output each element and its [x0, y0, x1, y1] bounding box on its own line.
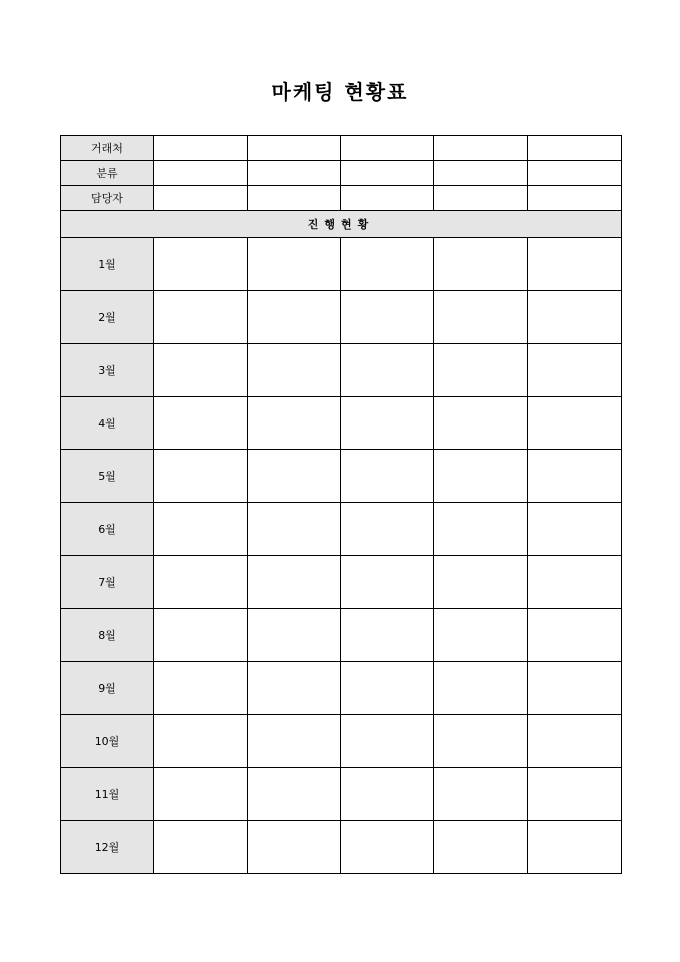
month-cell[interactable] — [248, 503, 341, 556]
month-cell[interactable] — [528, 450, 622, 503]
month-cell[interactable] — [434, 397, 528, 450]
month-row — [61, 450, 622, 503]
manager-cell[interactable] — [528, 186, 622, 211]
month-label: 5월 — [61, 450, 154, 503]
month-label: 2월 — [61, 291, 154, 344]
month-row — [61, 556, 622, 609]
month-cell[interactable] — [154, 238, 248, 291]
month-cell[interactable] — [154, 609, 248, 662]
month-cell[interactable] — [434, 609, 528, 662]
month-cell[interactable] — [341, 662, 434, 715]
month-cell[interactable] — [341, 238, 434, 291]
month-cell[interactable] — [248, 450, 341, 503]
month-cell[interactable] — [341, 715, 434, 768]
client-row — [61, 136, 622, 161]
month-label: 8월 — [61, 609, 154, 662]
month-cell[interactable] — [528, 397, 622, 450]
month-cell[interactable] — [528, 238, 622, 291]
month-cell[interactable] — [248, 344, 341, 397]
month-cell[interactable] — [434, 344, 528, 397]
month-cell[interactable] — [248, 238, 341, 291]
progress-header-row — [61, 211, 622, 238]
category-cell[interactable] — [341, 161, 434, 186]
month-row — [61, 715, 622, 768]
month-cell[interactable] — [434, 821, 528, 874]
month-label: 10월 — [61, 715, 154, 768]
month-cell[interactable] — [248, 662, 341, 715]
month-row — [61, 662, 622, 715]
month-cell[interactable] — [434, 450, 528, 503]
month-cell[interactable] — [528, 715, 622, 768]
month-cell[interactable] — [341, 768, 434, 821]
category-row — [61, 161, 622, 186]
month-row — [61, 238, 622, 291]
manager-row — [61, 186, 622, 211]
month-cell[interactable] — [248, 715, 341, 768]
month-cell[interactable] — [341, 503, 434, 556]
month-cell[interactable] — [154, 715, 248, 768]
month-cell[interactable] — [341, 397, 434, 450]
month-cell[interactable] — [434, 238, 528, 291]
month-cell[interactable] — [154, 344, 248, 397]
month-label: 3월 — [61, 344, 154, 397]
month-label: 11월 — [61, 768, 154, 821]
month-cell[interactable] — [528, 344, 622, 397]
month-cell[interactable] — [434, 291, 528, 344]
month-cell[interactable] — [248, 609, 341, 662]
marketing-status-table — [60, 135, 622, 874]
category-cell[interactable] — [434, 161, 528, 186]
month-row — [61, 821, 622, 874]
month-cell[interactable] — [434, 556, 528, 609]
client-cell[interactable] — [341, 136, 434, 161]
month-cell[interactable] — [154, 291, 248, 344]
month-label: 4월 — [61, 397, 154, 450]
month-label: 6월 — [61, 503, 154, 556]
month-cell[interactable] — [248, 397, 341, 450]
month-cell[interactable] — [528, 291, 622, 344]
month-cell[interactable] — [341, 556, 434, 609]
category-cell[interactable] — [248, 161, 341, 186]
month-cell[interactable] — [528, 609, 622, 662]
progress-header: 진행현황 — [61, 211, 622, 238]
month-row — [61, 609, 622, 662]
client-label: 거래처 — [61, 136, 154, 161]
month-cell[interactable] — [528, 821, 622, 874]
month-cell[interactable] — [154, 450, 248, 503]
month-cell[interactable] — [248, 768, 341, 821]
month-row — [61, 397, 622, 450]
month-label: 7월 — [61, 556, 154, 609]
manager-label: 담당자 — [61, 186, 154, 211]
client-cell[interactable] — [248, 136, 341, 161]
month-cell[interactable] — [154, 662, 248, 715]
month-cell[interactable] — [341, 450, 434, 503]
month-cell[interactable] — [154, 768, 248, 821]
month-cell[interactable] — [528, 556, 622, 609]
month-label: 1월 — [61, 238, 154, 291]
month-row — [61, 344, 622, 397]
manager-cell[interactable] — [434, 186, 528, 211]
month-cell[interactable] — [528, 503, 622, 556]
category-cell[interactable] — [528, 161, 622, 186]
month-cell[interactable] — [528, 662, 622, 715]
client-cell[interactable] — [154, 136, 248, 161]
month-cell[interactable] — [154, 556, 248, 609]
page-title: 마케팅 현황표 — [271, 80, 409, 104]
month-row — [61, 503, 622, 556]
client-cell[interactable] — [528, 136, 622, 161]
month-cell[interactable] — [154, 397, 248, 450]
month-cell[interactable] — [248, 291, 341, 344]
month-cell[interactable] — [341, 291, 434, 344]
category-label: 분류 — [61, 161, 154, 186]
month-cell[interactable] — [434, 662, 528, 715]
month-cell[interactable] — [341, 609, 434, 662]
month-cell[interactable] — [528, 768, 622, 821]
month-cell[interactable] — [434, 768, 528, 821]
month-cell[interactable] — [341, 344, 434, 397]
manager-cell[interactable] — [154, 186, 248, 211]
category-cell[interactable] — [154, 161, 248, 186]
month-row — [61, 768, 622, 821]
month-cell[interactable] — [154, 503, 248, 556]
client-cell[interactable] — [434, 136, 528, 161]
month-row — [61, 291, 622, 344]
manager-cell[interactable] — [341, 186, 434, 211]
month-cell[interactable] — [341, 821, 434, 874]
month-cell[interactable] — [248, 821, 341, 874]
month-cell[interactable] — [248, 556, 341, 609]
month-cell[interactable] — [434, 503, 528, 556]
manager-cell[interactable] — [248, 186, 341, 211]
month-label: 12월 — [61, 821, 154, 874]
month-cell[interactable] — [434, 715, 528, 768]
month-label: 9월 — [61, 662, 154, 715]
month-cell[interactable] — [154, 821, 248, 874]
